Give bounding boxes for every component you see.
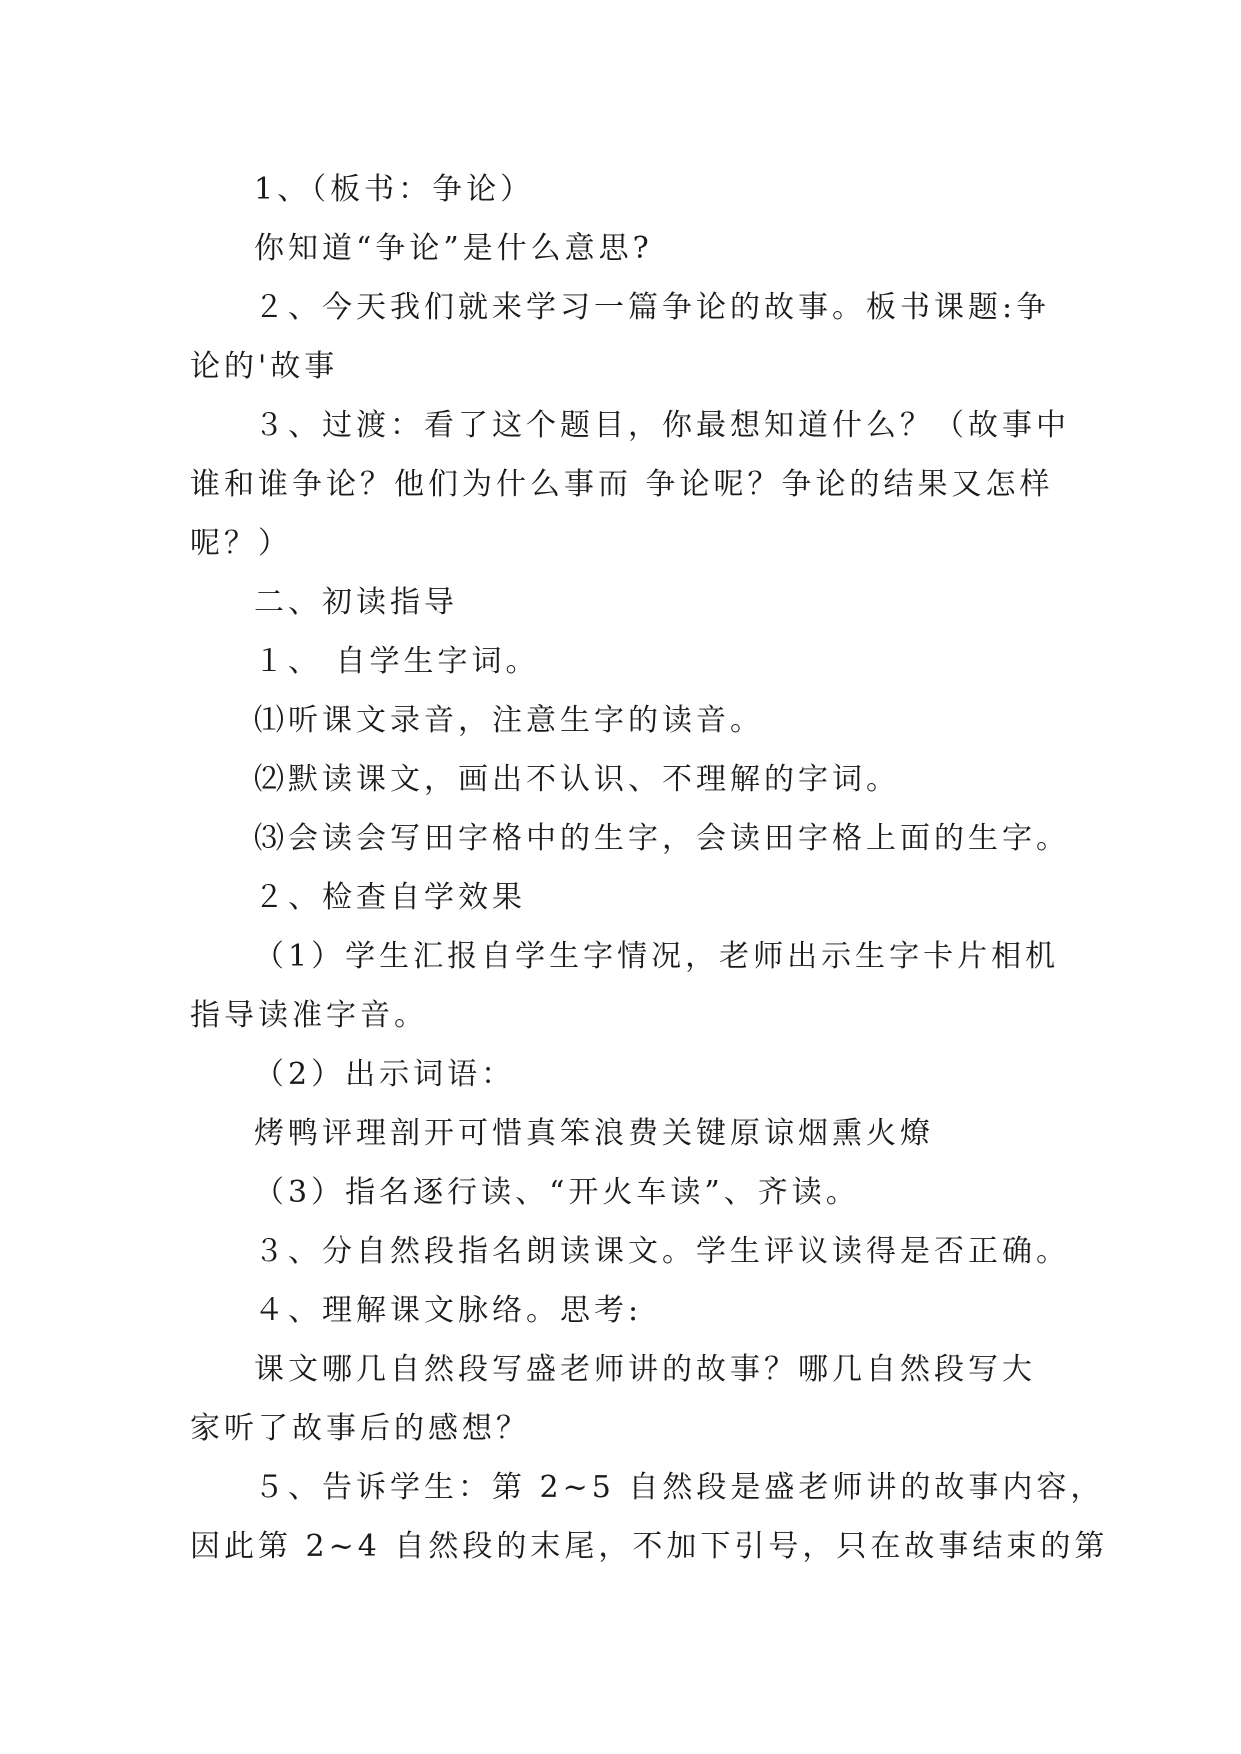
text-line: 指导读准字音。 [190,998,428,1033]
text-line: （3）指名逐行读、“开火车读”、齐读。 [254,1175,860,1210]
text-line: ３、分自然段指名朗读课文。学生评议读得是否正确。 [254,1234,1070,1269]
text-line: （1）学生汇报自学生字情况，老师出示生字卡片相机 [254,939,1060,974]
text-line: 家听了故事后的感想？ [190,1411,530,1446]
text-line: １、 自学生字词。 [254,644,540,679]
text-line: ２、检查自学效果 [254,880,526,915]
text-line: 你知道“争论”是什么意思? [254,231,653,266]
text-line: （2）出示词语： [254,1057,516,1092]
text-line: ５、告诉学生：第 2~5 自然段是盛老师讲的故事内容， [254,1470,1105,1505]
text-line: ２、今天我们就来学习一篇争论的故事。板书课题:争 [254,290,1051,325]
text-line: 课文哪几自然段写盛老师讲的故事？哪几自然段写大 [254,1352,1036,1387]
text-line: 谁和谁争论？他们为什么事而 争论呢？争论的结果又怎样 [190,467,1054,502]
text-line: 呢？） [190,526,292,561]
document-body [190,160,1109,1576]
text-line: 因此第 2~4 自然段的末尾，不加下引号，只在故事结束的第 [190,1529,1109,1564]
section-heading: 二、初读指导 [254,585,458,620]
text-line: ４、理解课文脉络。思考: [254,1293,643,1328]
text-line: 论的'故事 [190,349,339,384]
text-line: 1、（板书：争论） [254,172,535,207]
vocabulary-line: 烤鸭评理剖开可惜真笨浪费关键原谅烟熏火燎 [254,1116,934,1151]
text-line: ⑴听课文录音，注意生字的读音。 [254,703,764,738]
text-line: ３、过渡：看了这个题目，你最想知道什么？（故事中 [254,408,1070,443]
text-line: ⑶会读会写田字格中的生字，会读田字格上面的生字。 [254,821,1070,856]
text-line: ⑵默读课文，画出不认识、不理解的字词。 [254,762,900,797]
